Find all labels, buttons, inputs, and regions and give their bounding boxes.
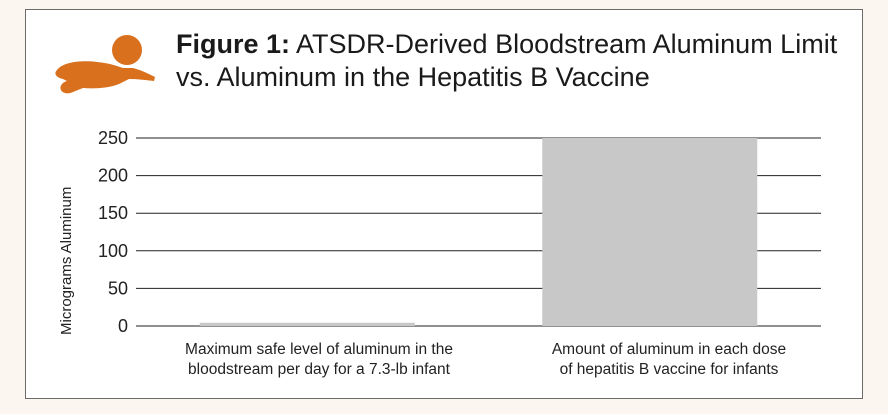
figure-label: Figure 1: xyxy=(176,29,291,59)
category-label-max-safe-level xyxy=(169,340,469,380)
y-axis-label: Micrograms Aluminum xyxy=(58,186,75,335)
figure-panel xyxy=(25,9,863,399)
y-tick-label-0: 0 xyxy=(117,316,128,336)
y-tick-label-250: 250 xyxy=(97,128,128,148)
category-1-line-2: of hepatitis B vaccine for infants xyxy=(559,361,779,378)
y-tick-label-150: 150 xyxy=(97,203,128,224)
bar-chart xyxy=(26,10,861,397)
category-0-line-2: bloodstream per day for a 7.3-lb infant xyxy=(188,361,450,378)
y-tick-label-100: 100 xyxy=(97,240,128,261)
y-tick-label-200: 200 xyxy=(97,165,128,186)
title-line-1: ATSDR-Derived Bloodstream Aluminum Limit xyxy=(296,29,838,59)
category-0-line-1: Maximum safe level of aluminum in the xyxy=(185,341,453,358)
category-1-line-1: Amount of aluminum in each dose xyxy=(551,341,787,358)
bar-0 xyxy=(200,323,415,326)
category-label-vaccine-dose xyxy=(519,340,819,380)
title-line-2: vs. Aluminum in the Hepatitis B Vaccine xyxy=(176,62,650,92)
bar-1 xyxy=(542,138,757,326)
y-tick-label-50: 50 xyxy=(107,278,128,299)
